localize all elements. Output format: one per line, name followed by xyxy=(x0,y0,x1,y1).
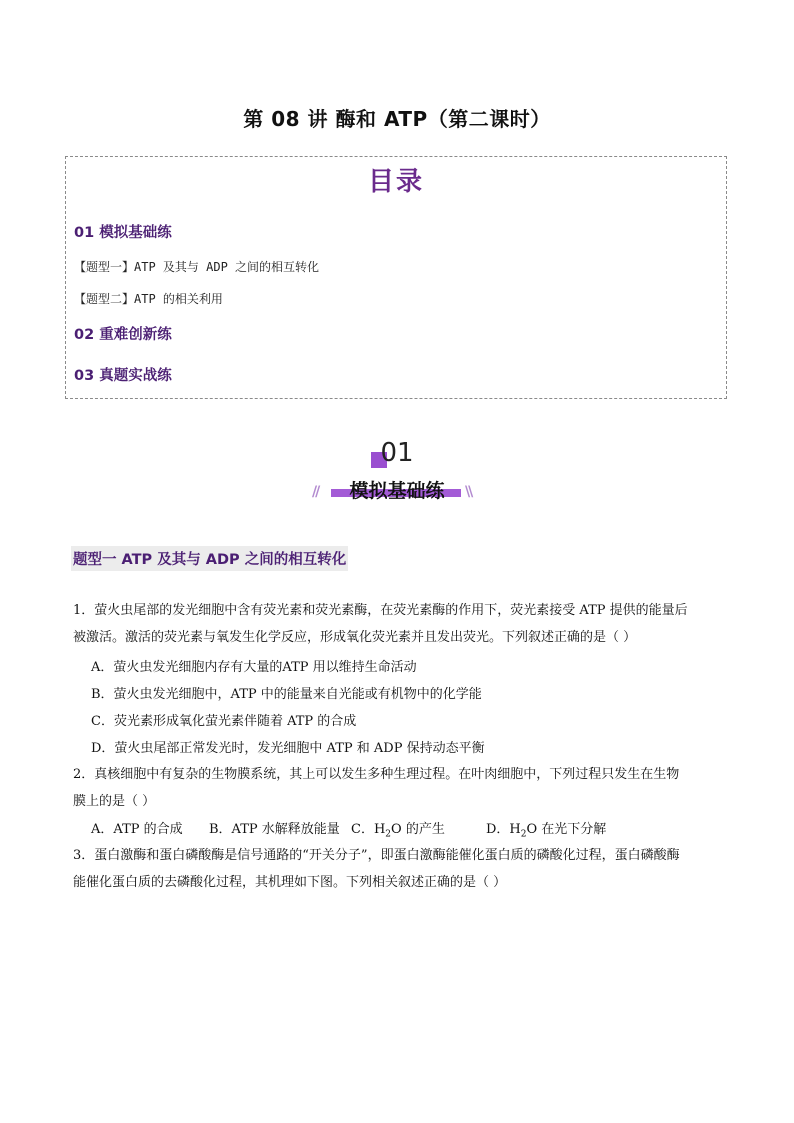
decoration-slash-left: // xyxy=(312,484,319,500)
decoration-slash-right: \\ xyxy=(465,484,472,500)
option-d-subscript: 2 xyxy=(520,829,527,840)
question-2-option-d xyxy=(486,818,606,840)
question-2-line-1: 2．真核细胞中有复杂的生物膜系统，其上可以发生多种生理过程。在叶肉细胞中，下列过程只发生在生物 xyxy=(73,767,680,782)
question-type-heading: 题型一 ATP 及其与 ADP 之间的相互转化 xyxy=(71,546,348,571)
document-title: 第 08 讲 酶和 ATP（第二课时） xyxy=(243,107,551,131)
question-1-line-1: 1．萤火虫尾部的发光细胞中含有荧光素和荧光素酶，在荧光素酶的作用下，荧光素接受 ATP 提供的能量后 xyxy=(73,603,688,618)
section-number: 01 xyxy=(380,438,414,468)
question-2-line-2: 膜上的是（ ） xyxy=(73,794,156,809)
toc-section-item[interactable]: 02 重难创新练 xyxy=(74,327,172,343)
toc-heading: 目录 xyxy=(367,167,424,197)
question-1-line-2: 被激活。激活的荧光素与氧发生化学反应，形成氧化荧光素并且发出荧光。下列叙述正确的是（ ） xyxy=(73,630,637,645)
question-3-line-1: 3．蛋白激酶和蛋白磷酸酶是信号通路的“开关分子”，即蛋白激酶能催化蛋白质的磷酸化过程，蛋白磷酸酶 xyxy=(73,848,680,863)
toc-sub-item[interactable]: 【题型一】ATP 及其与 ADP 之间的相互转化 xyxy=(74,260,320,274)
toc-section-item[interactable]: 03 真题实战练 xyxy=(74,368,172,384)
question-2-option-a: A．ATP 的合成 xyxy=(91,822,183,837)
option-c-prefix: C．H xyxy=(351,822,386,837)
table-of-contents xyxy=(65,156,727,399)
question-3-line-2: 能催化蛋白质的去磷酸化过程，其机理如下图。下列相关叙述正确的是（ ） xyxy=(73,875,507,890)
question-1-option-b: B．萤火虫发光细胞中，ATP 中的能量来自光能或有机物中的化学能 xyxy=(91,687,482,702)
question-2-option-b: B．ATP 水解释放能量 xyxy=(209,822,340,837)
question-1-option-d: D．萤火虫尾部正常发光时，发光细胞中 ATP 和 ADP 保持动态平衡 xyxy=(91,741,485,756)
question-1-option-a: A．萤火虫发光细胞内存有大量的ATP 用以维持生命活动 xyxy=(91,660,417,675)
toc-sub-item[interactable]: 【题型二】ATP 的相关利用 xyxy=(74,292,223,306)
option-c-suffix: O 的产生 xyxy=(391,822,445,837)
toc-section-item[interactable]: 01 模拟基础练 xyxy=(74,225,172,241)
section-name: 模拟基础练 xyxy=(349,480,445,502)
question-1-option-c: C．荧光素形成氧化萤光素伴随着 ATP 的合成 xyxy=(91,714,357,729)
option-c-subscript: 2 xyxy=(385,829,392,840)
option-d-suffix: O 在光下分解 xyxy=(526,822,607,837)
option-d-prefix: D．H xyxy=(486,822,521,837)
question-2-option-c xyxy=(351,818,445,840)
